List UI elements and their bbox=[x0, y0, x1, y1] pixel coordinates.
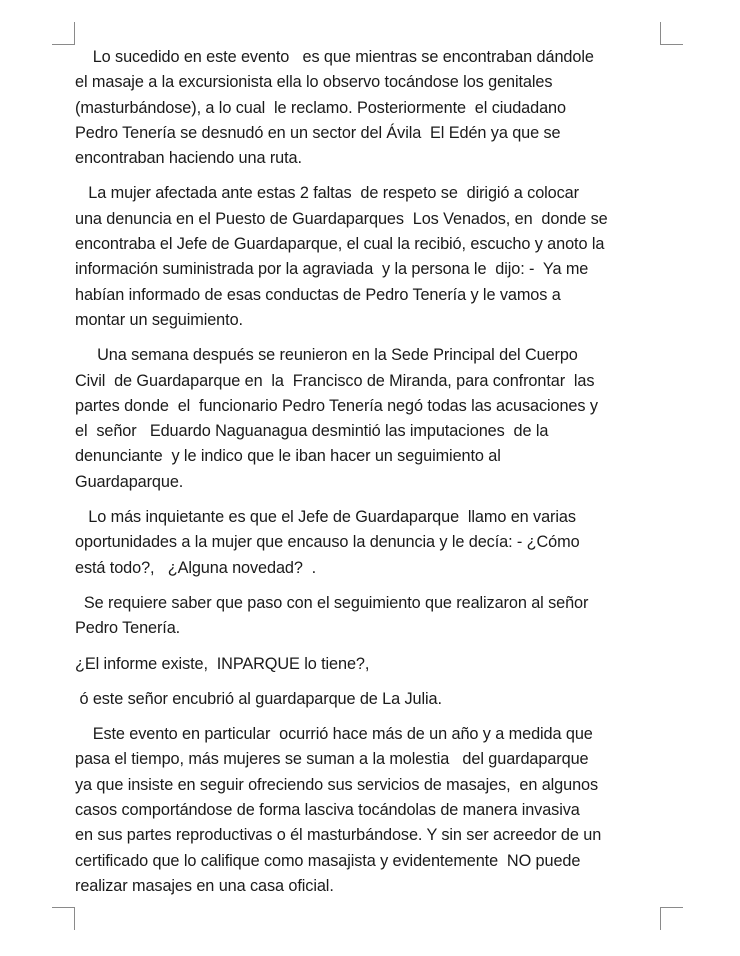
margin-corner-bottom-right bbox=[660, 907, 683, 930]
paragraph-4: Lo más inquietante es que el Jefe de Guardaparque llamo en varias oportunidades a la mujer que encauso la denuncia y le decía: - ¿Cómo está todo?, ¿Alguna novedad? . bbox=[75, 508, 580, 577]
paragraph-3: Una semana después se reunieron en la Sede Principal del Cuerpo Civil de Guardaparque en la Francisco de Miranda, para confrontar las partes donde el funcionario Pedro Tenería negó todas las acusaciones y el señor Eduardo Naguanagua desmintió las imputaciones de la denunciante y le indico que le iban hacer un seguimiento al Guardaparque. bbox=[75, 346, 598, 491]
margin-corner-bottom-left bbox=[52, 907, 75, 930]
margin-corner-top-left bbox=[52, 22, 75, 45]
paragraph-7: ó este señor encubrió al guardaparque de La Julia. bbox=[75, 689, 442, 708]
document-body bbox=[75, 45, 660, 899]
paragraph-5: Se requiere saber que paso con el seguimiento que realizaron al señor Pedro Tenería. bbox=[75, 593, 589, 638]
margin-corner-top-right bbox=[660, 22, 683, 45]
paragraph-1: Lo sucedido en este evento es que mientras se encontraban dándole el masaje a la excursionista ella lo observo tocándose los genitales (masturbándose), a lo cual le reclamo. Posteriormente el ciudadano Pedro Tenería se desnudó en un sector del Ávila El Edén ya que se encontraban haciendo una ruta. bbox=[75, 48, 594, 168]
paragraph-2: La mujer afectada ante estas 2 faltas de respeto se dirigió a colocar una denuncia en el Puesto de Guardaparques Los Venados, en donde se encontraba el Jefe de Guardaparque, el cual la recibió, escucho y anoto la información suministrada por la agraviada y la persona le dijo: - Ya me habían informado de esas conductas de Pedro Tenería y le vamos a montar un seguimiento. bbox=[75, 184, 608, 329]
paragraph-8: Este evento en particular ocurrió hace más de un año y a medida que pasa el tiempo, más mujeres se suman a la molestia del guardaparque ya que insiste en seguir ofreciendo sus servicios de masajes, en algunos casos comportándose de forma lasciva tocándolas de manera invasiva en sus partes reproductivas o él masturbándose. Y sin ser acreedor de un certificado que lo califique como masajista y evidentemente NO puede realizar masajes en una casa oficial. bbox=[75, 725, 602, 895]
paragraph-6: ¿El informe existe, INPARQUE lo tiene?, bbox=[75, 654, 370, 673]
